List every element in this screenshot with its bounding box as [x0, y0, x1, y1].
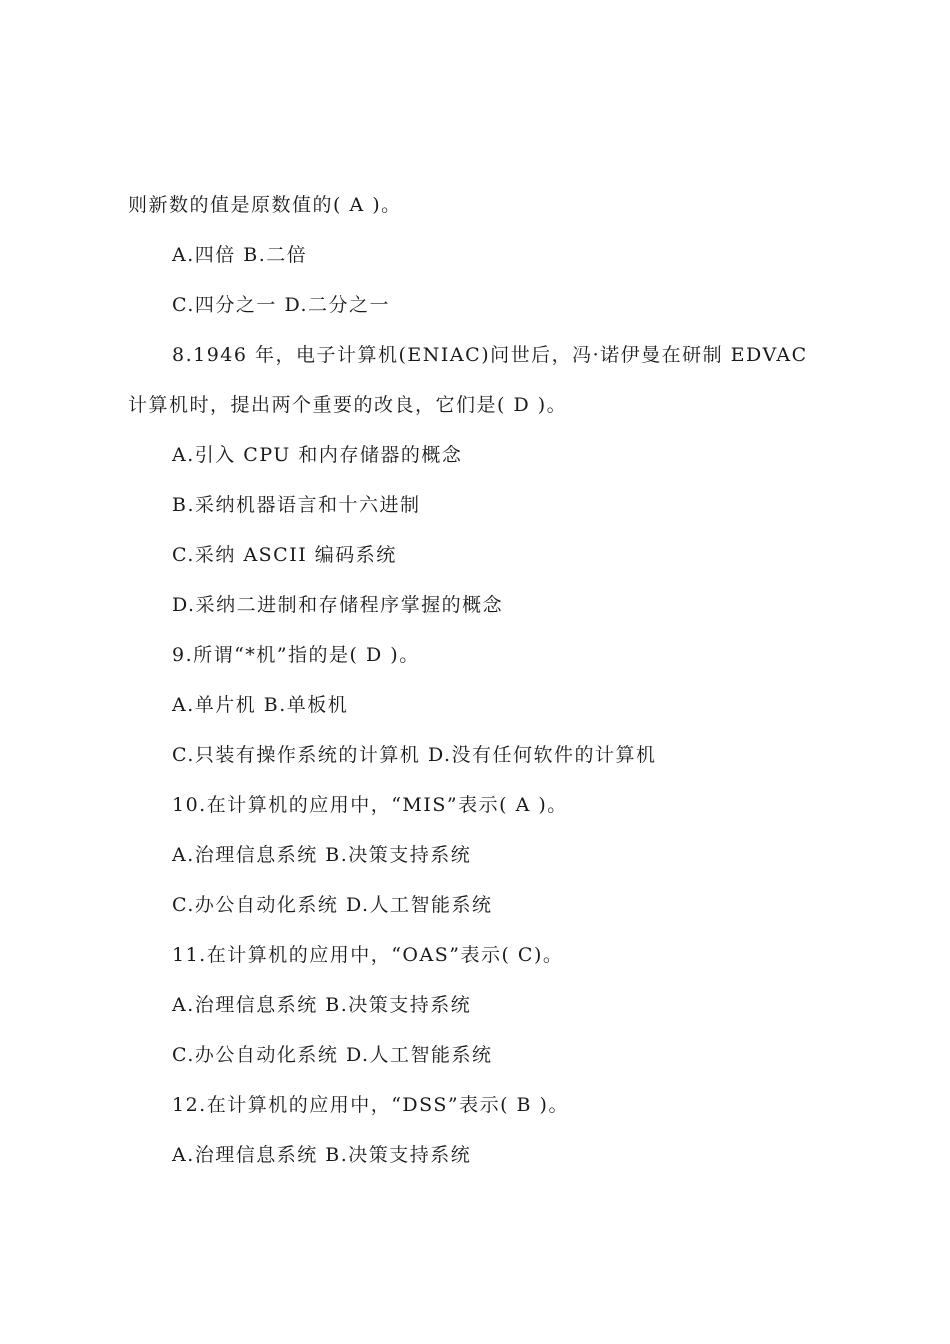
question-10-options-cd: C.办公自动化系统 D.人工智能系统: [172, 894, 493, 916]
question-10-options-ab: A.治理信息系统 B.决策支持系统: [172, 844, 472, 866]
question-7-continuation: 则新数的值是原数值的( A )。: [128, 194, 402, 216]
question-11-options-cd: C.办公自动化系统 D.人工智能系统: [172, 1044, 493, 1066]
question-9-text: 9.所谓“*机”指的是( D )。: [172, 644, 420, 666]
question-8-option-d: D.采纳二进制和存储程序掌握的概念: [172, 594, 504, 616]
question-12-text: 12.在计算机的应用中，“DSS”表示( B )。: [172, 1094, 569, 1116]
question-10-text: 10.在计算机的应用中，“MIS”表示( A )。: [172, 794, 568, 816]
question-8-option-a: A.引入 CPU 和内存储器的概念: [172, 444, 463, 466]
question-9-options-ab: A.单片机 B.单板机: [172, 694, 349, 716]
question-8-option-b: B.采纳机器语言和十六进制: [172, 494, 421, 516]
question-9-options-cd: C.只装有操作系统的计算机 D.没有任何软件的计算机: [172, 744, 657, 766]
question-11-text: 11.在计算机的应用中，“OAS”表示( C)。: [172, 944, 564, 966]
question-8-option-c: C.采纳 ASCII 编码系统: [172, 544, 397, 566]
question-7-options-cd: C.四分之一 D.二分之一: [172, 294, 391, 316]
question-12-options-ab: A.治理信息系统 B.决策支持系统: [172, 1144, 472, 1166]
question-8-continuation: 计算机时，提出两个重要的改良，它们是( D )。: [128, 394, 568, 416]
question-8-text: 8.1946 年，电子计算机(ENIAC)问世后，冯·诺伊曼在研制 EDVAC: [172, 344, 808, 366]
question-11-options-ab: A.治理信息系统 B.决策支持系统: [172, 994, 472, 1016]
question-7-options-ab: A.四倍 B.二倍: [172, 244, 308, 266]
